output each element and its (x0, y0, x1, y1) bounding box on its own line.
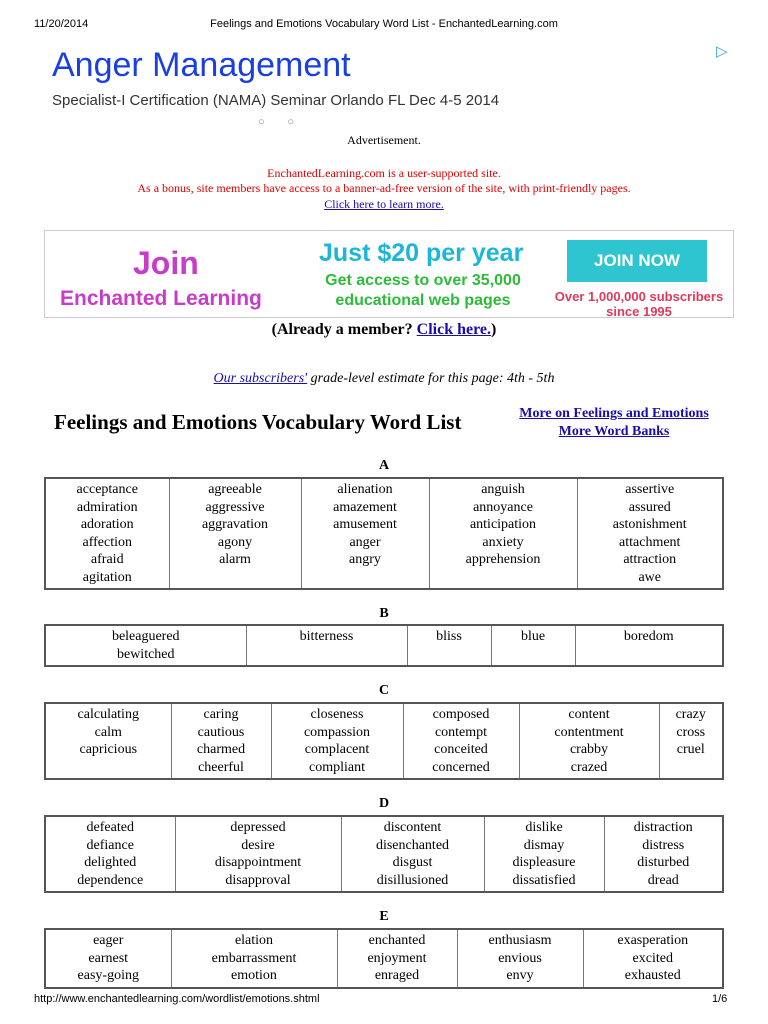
table-row (45, 478, 723, 589)
banner-access: Get access to over 35,000 educational web pages (325, 272, 521, 309)
word: attachment (619, 534, 681, 550)
word: distress (642, 837, 685, 853)
member-suffix: ) (491, 321, 497, 338)
section-letter-e: E (379, 909, 389, 924)
word: anxiety (482, 534, 524, 550)
word-table-b (44, 624, 724, 667)
ad-title[interactable]: Anger Management (52, 46, 351, 84)
word-cell (484, 816, 604, 892)
word-cell (45, 816, 175, 892)
word: crazy (675, 707, 706, 722)
word: boredom (623, 629, 674, 644)
word-cell (175, 816, 341, 892)
word-cell (519, 703, 659, 779)
more-feelings-link[interactable]: More on Feelings and Emotions (519, 406, 709, 421)
word: admiration (76, 499, 138, 515)
word-cell (659, 703, 723, 779)
table-row (45, 703, 723, 779)
join-now-button[interactable]: JOIN NOW (567, 240, 707, 282)
word-cell (457, 929, 583, 988)
word: dismay (523, 837, 565, 853)
word: acceptance (76, 482, 138, 497)
section-letter-d: D (378, 796, 390, 811)
word: disturbed (637, 855, 690, 870)
banner-price: Just $20 per year (319, 239, 524, 267)
word: exasperation (617, 933, 689, 948)
word: enchanted (368, 933, 426, 948)
notice-line-1: EnchantedLearning.com is a user-supported site. (267, 166, 501, 180)
word: angry (349, 552, 381, 567)
word: caring (203, 707, 239, 722)
word: discontent (383, 820, 442, 835)
word: alarm (219, 552, 251, 567)
word: afraid (90, 552, 124, 567)
word: crazed (570, 759, 608, 775)
table-row (45, 625, 723, 666)
print-date: 11/20/2014 (34, 18, 89, 30)
word: aggravation (201, 517, 269, 532)
word: defeated (86, 820, 134, 835)
word: beleaguered (111, 629, 180, 644)
word: dissatisfied (512, 872, 576, 888)
word-cell (429, 478, 577, 589)
word: earnest (88, 950, 129, 966)
word-cell (45, 703, 171, 779)
word: distraction (633, 820, 693, 835)
print-url: http://www.enchantedlearning.com/wordlist/emotions.shtml (34, 993, 320, 1005)
word: contempt (434, 724, 488, 740)
word-cell (575, 625, 723, 666)
word: complacent (304, 742, 370, 757)
word-cell (301, 478, 429, 589)
word: exhausted (624, 968, 681, 983)
ad-carousel-dots[interactable]: ○ ○ (258, 116, 305, 128)
word: capricious (79, 742, 138, 757)
word-cell (341, 816, 484, 892)
word: dread (647, 872, 679, 888)
learn-more-link[interactable]: Click here to learn more. (324, 197, 444, 211)
word: anticipation (469, 517, 537, 532)
word: closeness (310, 707, 364, 722)
word-cell (403, 703, 519, 779)
section-letter-b: B (379, 606, 389, 621)
word: calculating (77, 707, 139, 722)
ad-subtitle[interactable]: Specialist-I Certification (NAMA) Seminar Orlando FL Dec 4-5 2014 (52, 92, 500, 109)
word: embarrassment (211, 950, 297, 966)
word: agitation (82, 569, 132, 585)
word: compliant (309, 759, 365, 775)
print-page-number: 1/6 (712, 993, 728, 1005)
word: composed (432, 707, 490, 722)
word: assertive (625, 482, 675, 497)
word: anger (349, 534, 381, 550)
word-cell (45, 625, 246, 666)
word: dependence (77, 872, 144, 888)
word: amazement (333, 499, 397, 515)
member-login-link[interactable]: Click here. (416, 321, 492, 338)
word: agony (217, 534, 253, 550)
word: enjoyment (367, 950, 427, 966)
word: amusement (333, 517, 397, 532)
word: contentment (554, 724, 624, 740)
word: elation (234, 933, 274, 948)
word-cell (577, 478, 723, 589)
word: disgust (392, 855, 433, 870)
word: concerned (432, 759, 490, 775)
word: charmed (196, 742, 246, 757)
word-table-e (44, 928, 724, 989)
word: content (568, 707, 610, 722)
word: disappointment (214, 855, 302, 870)
banner-subscribers: Over 1,000,000 subscribers since 1995 (554, 289, 724, 319)
word: defiance (86, 837, 134, 853)
word: disenchanted (375, 837, 450, 853)
word-table-d (44, 815, 724, 893)
word: depressed (230, 820, 286, 835)
word-cell (491, 625, 575, 666)
word: affection (82, 534, 132, 550)
table-row (45, 816, 723, 892)
word: annoyance (473, 499, 533, 515)
word: apprehension (465, 552, 541, 567)
word: attraction (623, 552, 677, 567)
section-letter-c: C (378, 683, 390, 698)
word: excited (632, 950, 673, 966)
more-word-banks-link[interactable]: More Word Banks (558, 424, 670, 439)
word: cheerful (198, 759, 244, 775)
word-cell (271, 703, 403, 779)
word: desire (241, 837, 275, 853)
word-cell (171, 703, 271, 779)
word-table-c (44, 702, 724, 780)
word-cell (169, 478, 301, 589)
word: cruel (676, 742, 705, 757)
banner-enchanted-learning: Enchanted Learning (60, 287, 262, 310)
word: assured (628, 499, 671, 515)
subscribers-link[interactable]: Our subscribers' (213, 371, 308, 386)
word: cross (676, 724, 706, 740)
word: crabby (569, 742, 609, 757)
word: alienation (337, 482, 393, 497)
word: emotion (231, 968, 277, 983)
word: calm (94, 724, 122, 740)
more-links (508, 405, 720, 441)
word: aggressive (205, 499, 265, 515)
word: anguish (481, 482, 525, 497)
word: bliss (436, 629, 462, 644)
word-cell (45, 929, 171, 988)
word-cell (583, 929, 723, 988)
word: envious (498, 950, 542, 966)
word: dislike (525, 820, 563, 835)
ad-choices-icon[interactable]: ▷ (716, 42, 728, 60)
word-cell (407, 625, 491, 666)
word: adoration (80, 517, 134, 532)
word: envy (506, 968, 534, 983)
word: delighted (84, 855, 137, 870)
banner-join: Join (133, 245, 199, 281)
word: awe (638, 569, 662, 585)
word: compassion (303, 724, 371, 740)
table-row (45, 929, 723, 988)
word: agreeable (208, 482, 262, 497)
word: easy-going (77, 968, 139, 983)
word: displeasure (512, 855, 576, 870)
grade-estimate (0, 371, 768, 387)
print-page-title: Feelings and Emotions Vocabulary Word List - EnchantedLearning.com (210, 18, 558, 30)
word: disapproval (225, 872, 291, 888)
section-letter-a: A (378, 458, 390, 473)
notice-line-2: As a bonus, site members have access to a banner-ad-free version of the site, with print-friendly pages. (137, 181, 631, 195)
word-cell (171, 929, 337, 988)
word: eager (93, 933, 124, 948)
word: blue (520, 629, 546, 644)
word: astonishment (612, 517, 687, 532)
word: cautious (197, 724, 245, 740)
word: bitterness (299, 629, 354, 644)
word: enraged (374, 968, 420, 983)
word: enthusiasm (488, 933, 552, 948)
join-banner[interactable] (44, 230, 734, 318)
grade-text: grade-level estimate for this page: 4th - 5th (310, 371, 555, 386)
word: bewitched (116, 646, 175, 662)
page-title: Feelings and Emotions Vocabulary Word List (54, 410, 462, 434)
word-cell (246, 625, 407, 666)
word: conceited (434, 742, 488, 757)
member-prefix: (Already a member? (271, 321, 413, 338)
word-cell (45, 478, 169, 589)
word-table-a (44, 477, 724, 590)
word: disillusioned (376, 872, 449, 888)
member-line (0, 321, 768, 339)
ad-label: Advertisement. (347, 133, 421, 147)
word-cell (604, 816, 723, 892)
word-cell (337, 929, 457, 988)
